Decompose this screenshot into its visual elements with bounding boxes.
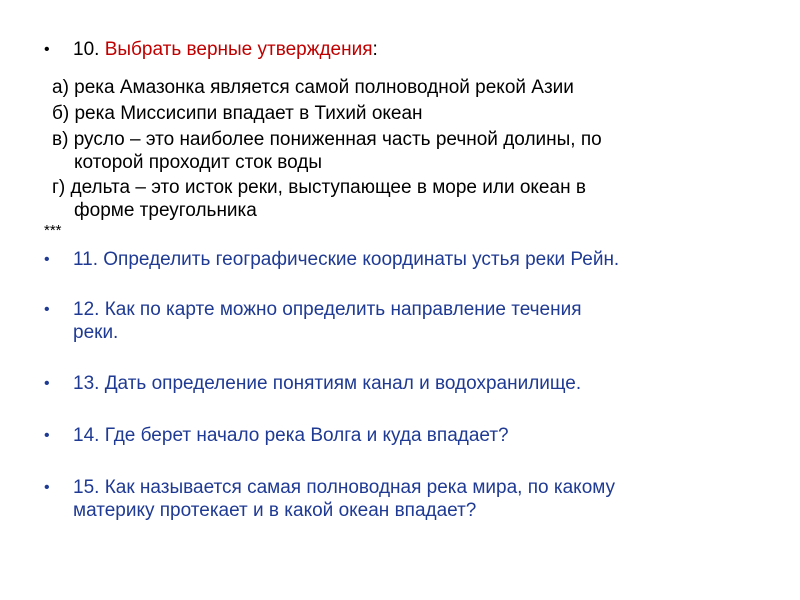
question-12-line-2: реки.: [73, 322, 119, 343]
option-g-line-2: форме треугольника: [74, 200, 257, 221]
option-a: [52, 76, 752, 99]
question-15-line-1: 15. Как называется самая полноводная река мира, по какому: [73, 477, 616, 498]
separator-stars: ***: [44, 222, 62, 239]
option-a-text: а) река Амазонка является самой полноводной рекой Азии: [52, 77, 574, 98]
bullet-icon: •: [44, 301, 50, 318]
option-v-line-2: которой проходит сток воды: [74, 152, 323, 173]
question-15-line-2: материку протекает и в какой океан впадает?: [73, 500, 477, 521]
bullet-icon: •: [44, 375, 50, 392]
option-b-text: б) река Миссисипи впадает в Тихий океан: [52, 103, 423, 124]
option-v: [52, 128, 752, 174]
bullet-icon: •: [44, 251, 50, 268]
question-13-text: 13. Дать определение понятиям канал и водохранилище.: [73, 373, 582, 394]
question-10-number: 10.: [73, 39, 100, 60]
bullet-icon: •: [44, 479, 50, 496]
question-10-text: [73, 38, 763, 61]
bullet-icon: •: [44, 427, 50, 444]
question-10-title: Выбрать верные утверждения: [99, 39, 373, 60]
option-g-line-1: г) дельта – это исток реки, выступающее в море или океан в: [52, 177, 586, 198]
option-v-line-1: в) русло – это наиболее пониженная часть речной долины, по: [52, 129, 602, 150]
option-g: [52, 176, 752, 222]
question-14-text: 14. Где берет начало река Волга и куда впадает?: [73, 425, 509, 446]
question-10-colon: :: [372, 39, 378, 60]
bullet-icon: •: [44, 41, 50, 58]
option-b: [52, 102, 752, 125]
question-11-text: 11. Определить географические координаты устья реки Рейн.: [73, 249, 620, 270]
question-12-line-1: 12. Как по карте можно определить направление течения: [73, 299, 582, 320]
